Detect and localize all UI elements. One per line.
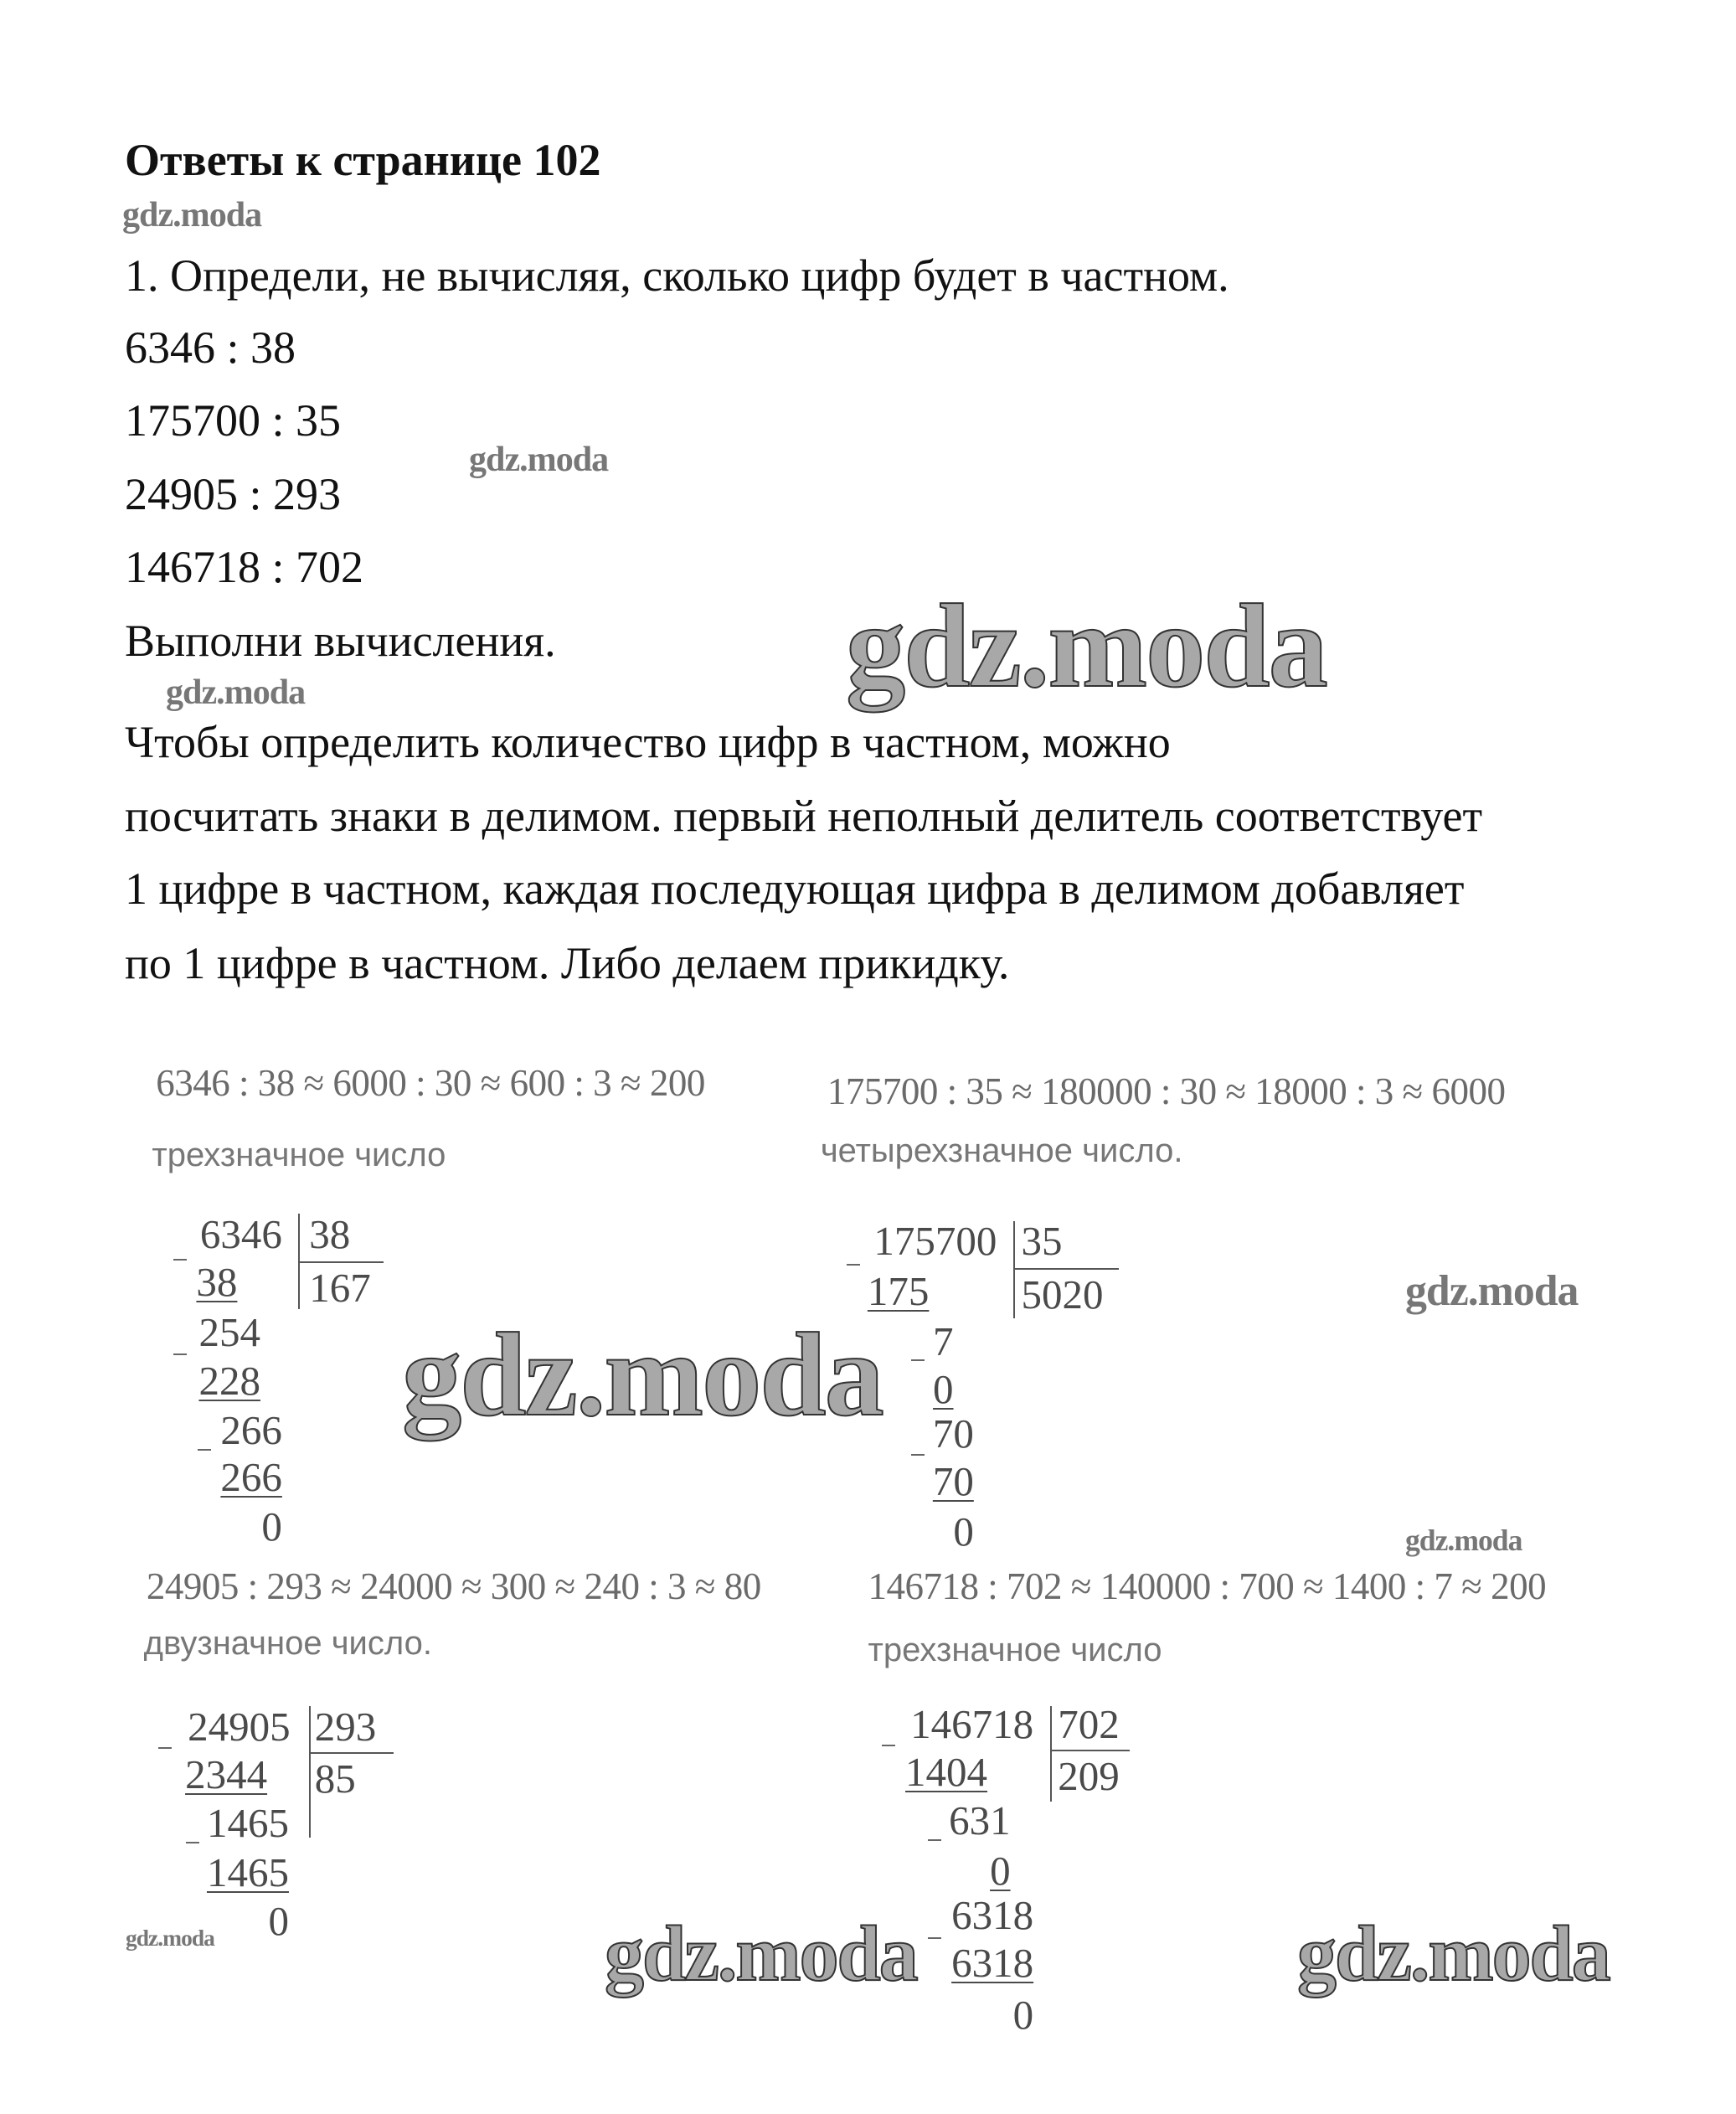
divisor: 35 — [1021, 1218, 1063, 1265]
watermark: gdz.moda — [122, 195, 262, 235]
minus-sign — [173, 1353, 187, 1355]
step: 254 — [198, 1308, 260, 1355]
division-bar — [1050, 1706, 1052, 1801]
watermark: gdz.moda — [1297, 1910, 1610, 1998]
task-heading: 1. Определи, не вычисляя, сколько цифр будет в частном. — [125, 250, 1229, 301]
step: 70 — [932, 1410, 974, 1457]
explanation-line: по 1 цифре в частном. Либо делаем прикидку. — [125, 938, 1010, 989]
expression: 175700 : 35 — [125, 395, 342, 446]
watermark: gdz.moda — [1405, 1524, 1522, 1557]
minus-sign — [173, 1259, 187, 1261]
division-bar — [309, 1706, 311, 1838]
division-bar — [1050, 1750, 1131, 1751]
watermark: gdz.moda — [469, 440, 609, 479]
dividend: 24905 — [188, 1704, 291, 1750]
expression: 6346 : 38 — [125, 322, 296, 373]
minus-sign — [911, 1454, 925, 1456]
quotient: 167 — [309, 1264, 371, 1311]
minus-sign — [847, 1264, 860, 1266]
watermark: gdz.moda — [1405, 1267, 1579, 1315]
step: 228 — [198, 1358, 260, 1405]
quotient: 5020 — [1021, 1271, 1104, 1317]
minus-sign — [882, 1745, 895, 1746]
step: 70 — [932, 1458, 974, 1505]
step: 2344 — [185, 1750, 268, 1797]
watermark: gdz.moda — [605, 1910, 917, 1998]
division-bar — [298, 1261, 384, 1263]
step: 631 — [949, 1797, 1011, 1844]
minus-sign — [186, 1842, 199, 1843]
step: 266 — [220, 1406, 282, 1453]
estimate: 175700 : 35 ≈ 180000 : 30 ≈ 18000 : 3 ≈ 6000 — [827, 1070, 1506, 1112]
step: 6318 — [951, 1940, 1034, 1987]
dividend: 175700 — [873, 1218, 997, 1265]
minus-sign — [911, 1359, 925, 1361]
expression: 146718 : 702 — [125, 542, 364, 593]
step: 0 — [990, 1847, 1011, 1894]
watermark: gdz.moda — [846, 580, 1326, 712]
explanation-line: посчитать знаки в делимом. первый неполный делитель соответствует — [125, 790, 1483, 841]
divisor: 38 — [309, 1211, 351, 1258]
watermark: gdz.moda — [402, 1308, 883, 1441]
explanation-line: Чтобы определить количество цифр в частном, можно — [125, 717, 1171, 768]
digit-count: четырехзначное число. — [820, 1132, 1183, 1169]
estimate: 146718 : 702 ≈ 140000 : 700 ≈ 1400 : 7 ≈ 200 — [868, 1565, 1547, 1608]
quotient: 209 — [1058, 1752, 1120, 1799]
minus-sign — [928, 1937, 941, 1939]
step: 0 — [1012, 1991, 1034, 2038]
step: 7 — [933, 1318, 954, 1365]
dividend: 6346 — [199, 1211, 282, 1258]
step: 1404 — [905, 1748, 988, 1795]
divisor: 293 — [314, 1704, 377, 1750]
divisor: 702 — [1058, 1701, 1120, 1748]
digit-count: трехзначное число — [868, 1631, 1162, 1668]
expression: 24905 : 293 — [125, 468, 342, 519]
step: 1465 — [206, 1848, 289, 1895]
digit-count: двузначное число. — [143, 1624, 433, 1662]
dividend: 146718 — [910, 1701, 1034, 1748]
division-bar — [309, 1752, 393, 1754]
minus-sign — [928, 1839, 941, 1841]
step: 6318 — [951, 1892, 1034, 1939]
estimate: 6346 : 38 ≈ 6000 : 30 ≈ 600 : 3 ≈ 200 — [156, 1062, 705, 1105]
page-title: Ответы к странице 102 — [125, 135, 601, 185]
digit-count: трехзначное число — [152, 1136, 446, 1173]
step: 1465 — [206, 1800, 289, 1847]
minus-sign — [198, 1449, 211, 1451]
step: 266 — [220, 1454, 282, 1501]
explanation-line: 1 цифре в частном, каждая последующая цифра в делимом добавляет — [125, 864, 1465, 915]
quotient: 85 — [314, 1755, 356, 1802]
step: 0 — [953, 1508, 974, 1555]
watermark: gdz.moda — [166, 673, 306, 712]
watermark: gdz.moda — [126, 1925, 214, 1951]
step: 175 — [867, 1268, 930, 1315]
minus-sign — [158, 1747, 172, 1749]
instruction: Выполни вычисления. — [125, 615, 556, 666]
step: 0 — [261, 1503, 282, 1549]
estimate: 24905 : 293 ≈ 24000 ≈ 300 ≈ 240 : 3 ≈ 80 — [146, 1565, 761, 1608]
step: 38 — [196, 1259, 238, 1306]
step: 0 — [268, 1897, 289, 1944]
division-bar — [1013, 1268, 1119, 1270]
step: 0 — [933, 1366, 954, 1413]
